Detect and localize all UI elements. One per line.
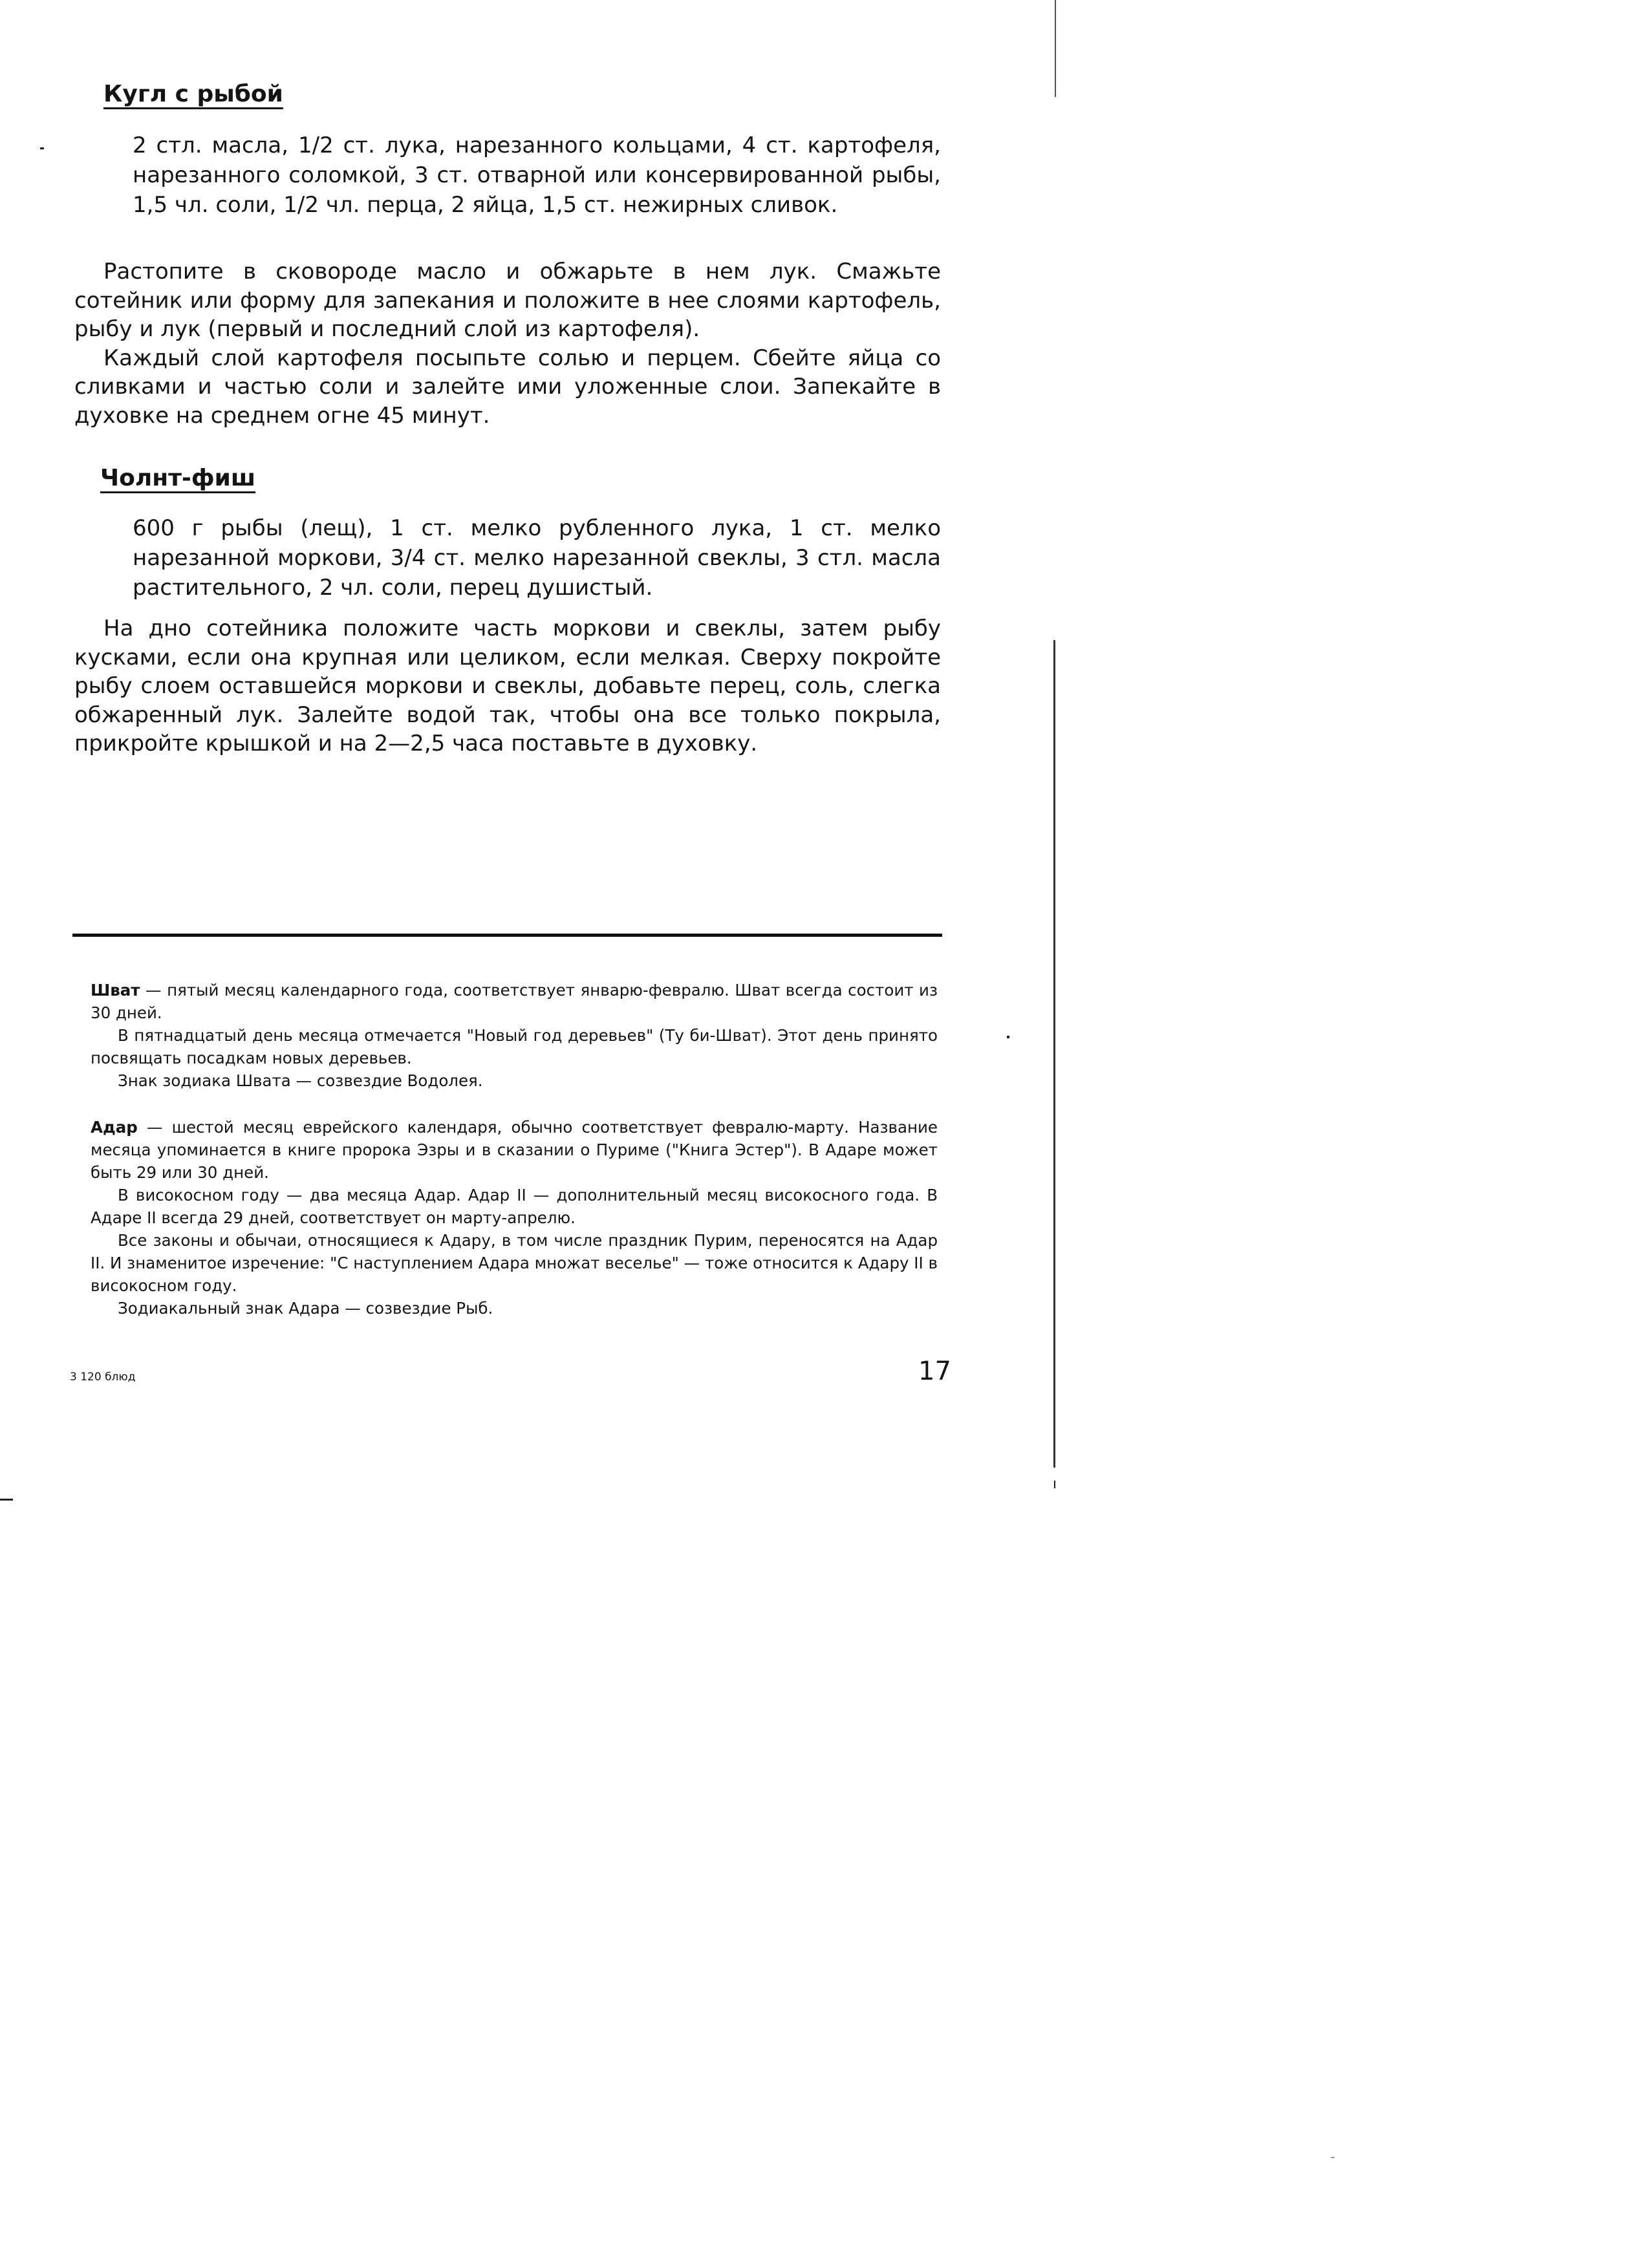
note-paragraph: Знак зодиака Швата — созвездие Водолея. (118, 1071, 483, 1090)
note-term: Адар (91, 1118, 138, 1137)
note-paragraph: В пятнадцатый день месяца отмечается "Новый год деревьев" (Ту би-Шват). Этот день принято посвящать посадкам новых деревьев. (91, 1026, 938, 1067)
scan-dot (40, 147, 44, 149)
note-adar (91, 1116, 938, 1320)
printer-signature: 3 120 блюд (70, 1371, 136, 1384)
footnote-divider (72, 934, 942, 937)
note-paragraph: Зодиакальный знак Адара — созвездие Рыб. (118, 1299, 493, 1318)
note-shvat (91, 979, 938, 1092)
note-paragraph: В високосном году — два месяца Адар. Адар II — дополнительный месяц високосного года. В Адаре II всегда 29 дней, соответствует он марту-апрелю. (91, 1186, 938, 1227)
note-definition-text: — шестой месяц еврейского календаря, обычно соответствует февралю-марту. Название месяца упоминается в книге пророка Эзры и в сказании о Пуриме ("Книга Эстер"). В Адаре может быть 29 или 30 дней. (91, 1118, 938, 1182)
page-number: 17 (918, 1356, 951, 1386)
recipe-ingredients-kugl: 2 стл. масла, 1/2 ст. лука, нарезанного кольцами, 4 ст. картофеля, нарезанного соломкой, 3 ст. отварной или консервированной рыбы, 1,5 чл. соли, 1/2 чл. перца, 2 яйца, 1,5 ст. нежирных сливок. (133, 133, 941, 218)
method-paragraph: Каждый слой картофеля посыпьте солью и перцем. Сбейте яйца со сливками и частью соли и залейте ими уложенные слои. Запекайте в духовке на среднем огне 45 минут. (74, 345, 941, 429)
scan-edge-mark (1055, 0, 1056, 97)
note-term: Шват (91, 981, 140, 1000)
scan-edge-mark (1054, 1481, 1055, 1488)
scan-margin-mark (0, 1499, 13, 1501)
scan-edge-line (1053, 640, 1055, 1468)
note-definition (91, 979, 938, 1024)
method-paragraph: На дно сотейника положите часть моркови и свеклы, затем рыбу кусками, если она крупная или целиком, если мелкая. Сверху покройте рыбу слоем оставшейся моркови и свеклы, добавьте перец, соль, слегка обжаренный лук. Залейте водой так, чтобы она все только покрыла, прикройте крышкой и на 2—2,5 часа поставьте в духовку. (74, 615, 941, 756)
note-definition-text: — пятый месяц календарного года, соответствует январю-февралю. Шват всегда состоит из 30 дней. (91, 981, 938, 1022)
scan-dot (1331, 2157, 1335, 2158)
recipe-method-cholnt-fish (74, 614, 941, 758)
recipe-title-cholnt-fish: Чолнт-фиш (100, 465, 256, 491)
recipe-method-kugl (74, 257, 941, 430)
note-definition (91, 1116, 938, 1184)
recipe-ingredients-cholnt-fish: 600 г рыбы (лещ), 1 ст. мелко рубленного лука, 1 ст. мелко нарезанной моркови, 3/4 ст. мелко нарезанной свеклы, 3 стл. масла растительного, 2 чл. соли, перец душистый. (133, 515, 941, 601)
method-paragraph: Растопите в сковороде масло и обжарьте в нем лук. Смажьте сотейник или форму для запекания и положите в нее слоями картофель, рыбу и лук (первый и последний слой из картофеля). (74, 259, 941, 342)
recipe-title-kugl: Кугл с рыбой (103, 81, 283, 107)
note-paragraph: Все законы и обычаи, относящиеся к Адару, в том числе праздник Пурим, переносятся на Адар II. И знаменитое изречение: "С наступлением Адара множат веселье" — тоже относится к Адару II в високосном году. (91, 1231, 938, 1295)
scan-dot (1007, 1036, 1009, 1038)
